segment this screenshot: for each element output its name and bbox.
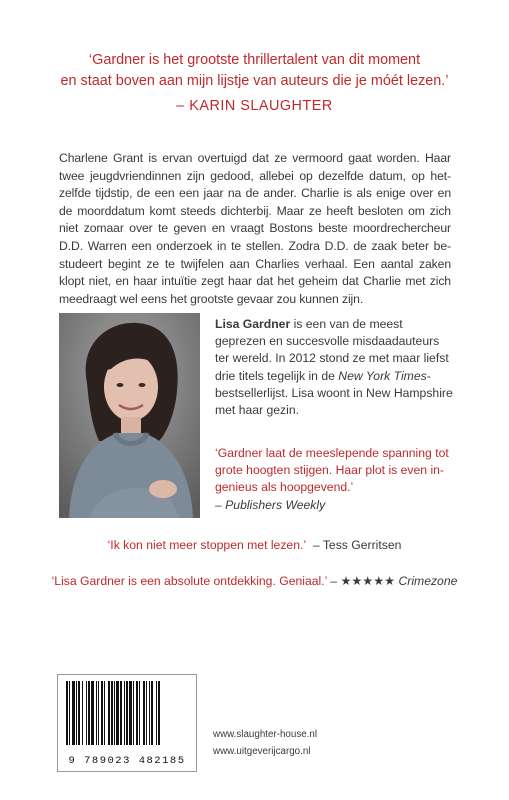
author-name: Lisa Gardner: [215, 317, 291, 331]
bio-nyt: New York Times: [338, 368, 427, 383]
tess-quote-author: – Tess Gerritsen: [312, 538, 402, 552]
tess-quote-text: ‘Ik kon niet meer stoppen met lezen.’: [107, 538, 307, 552]
bio-text-1: is een van de meest geprezen en succesvolle misdaadauteurs ter wereld. In 2012 stond ze met maar liefst drie titels tegelijk in de: [215, 317, 449, 383]
top-quote-line-2: en staat boven aan mijn lijstje van auteurs die je móét lezen.’: [60, 73, 449, 89]
crimezone-quote: [0, 574, 509, 588]
website-list: [213, 726, 413, 760]
top-quote-author: – KARIN SLAUGHTER: [176, 98, 333, 114]
tess-gerritsen-quote: [0, 538, 509, 552]
crime-quote-source: Crimezone: [398, 574, 458, 588]
pw-quote-source: – Publishers Weekly: [215, 497, 326, 512]
top-quote-line-1: ‘Gardner is het grootste thrillertalent van dit moment: [88, 52, 421, 68]
pw-quote-text: ‘Gardner laat de meeslepende spanning tot grote hoogten stijgen. Haar plot is even in-genieus als hoopgevend.’: [215, 446, 449, 495]
bio-text-2: -bestsellerlijst. Lisa woont in New Hampshire met haar gezin.: [215, 368, 453, 418]
crime-quote-text: ‘Lisa Gardner is een absolute ontdekking. Geniaal.’: [51, 574, 327, 588]
publishers-weekly-quote: [215, 445, 455, 514]
top-quote: [30, 50, 479, 117]
barcode-bars: [66, 681, 188, 745]
isbn-barcode: [57, 674, 197, 772]
website-slaughter-house[interactable]: www.slaughter-house.nl: [213, 729, 318, 740]
book-blurb: Charlene Grant is ervan overtuigd dat ze vermoord gaat worden. Haar twee jeugdvriendinnen zijn gedood, allebei op dezelfde datum, op het-zelfde tijdstip, de een een jaar na de ander. Charlie is als enige over en de moorddatum komt steeds dichterbij. Maar ze heeft besloten om zich niet zomaar over te geven en vraagt Bostons beste moordrechercheur D.D. Warren een onderzoek in te stellen. Zodra D.D. de zaak beter be-studeert begint ze te twijfelen aan Charlies verhaal. Een aantal zaken klopt niet, en haar intuïtie zegt haar dat het geheim dat Charlie met zich meedraagt wel eens het grootste gevaar zou kunnen zijn.: [59, 151, 451, 306]
author-photo: [59, 313, 200, 518]
website-uitgeverij-cargo[interactable]: www.uitgeverijcargo.nl: [213, 746, 311, 757]
crime-quote-rating: – ★★★★★: [330, 574, 399, 588]
author-bio: [215, 316, 455, 419]
isbn-number: 9 789023 482185: [68, 755, 186, 767]
